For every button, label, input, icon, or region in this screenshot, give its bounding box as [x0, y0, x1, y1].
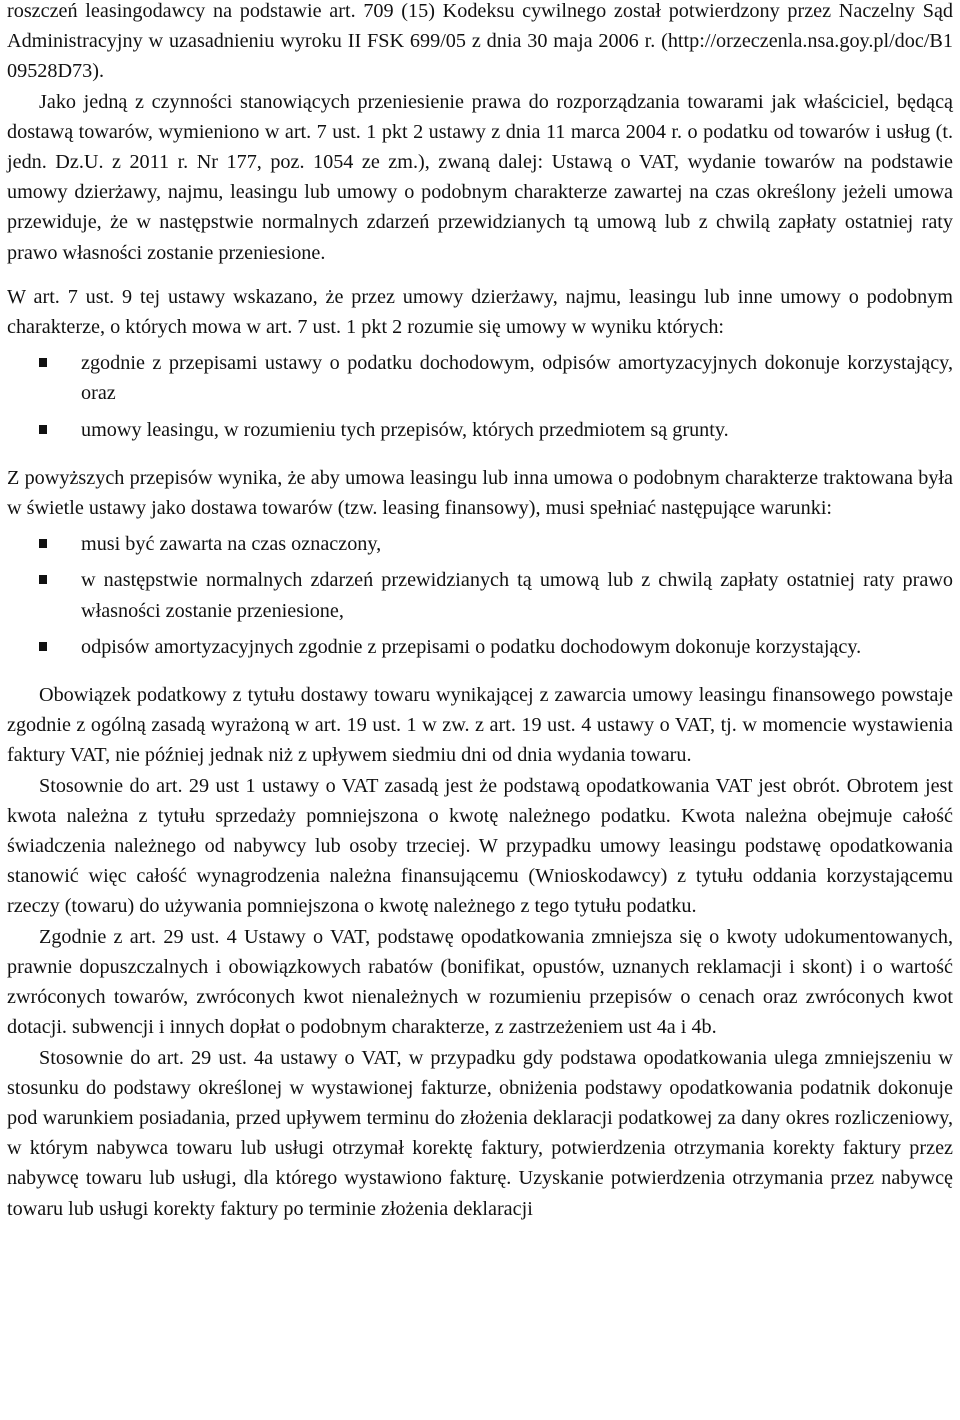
paragraph: Obowiązek podatkowy z tytułu dostawy towaru wynikającej z zawarcia umowy leasingu finansowego powstaje zgodnie z ogólną zasadą wyrażoną w art. 19 ust. 1 w zw. z art. 19 ust. 4 ustawy o VAT, tj. w momencie wystawienia faktury VAT, nie później jednak niż z upływem siedmiu dni od dnia wydania towaru.	[7, 684, 953, 767]
square-bullet-icon	[39, 425, 47, 434]
square-bullet-icon	[39, 642, 47, 651]
document-body	[7, 0, 953, 1224]
list-item: odpisów amortyzacyjnych zgodnie z przepisami o podatku dochodowym dokonuje korzystający.	[7, 632, 953, 662]
list-item: umowy leasingu, w rozumieniu tych przepisów, których przedmiotem są grunty.	[7, 415, 953, 445]
bullet-list	[7, 529, 953, 662]
list-item: zgodnie z przepisami ustawy o podatku dochodowym, odpisów amortyzacyjnych dokonuje korzystający, oraz	[7, 348, 953, 408]
paragraph: Z powyższych przepisów wynika, że aby umowa leasingu lub inna umowa o podobnym charakterze traktowana była w świetle ustawy jako dostawa towarów (tzw. leasing finansowy), musi spełniać następujące warunki:	[7, 466, 953, 520]
square-bullet-icon	[39, 358, 47, 367]
paragraph: Zgodnie z art. 29 ust. 4 Ustawy o VAT, podstawę opodatkowania zmniejsza się o kwoty udokumentowanych, prawnie dopuszczalnych i obowiązkowych rabatów (bonifikat, opustów, uznanych reklamacji i skont) i o wartość zwróconych towarów, zwróconych kwot nienależnych w rozumieniu przepisów o cenach oraz zwróconych kwot dotacji. subwencji i innych dopłat o podobnym charakterze, z zastrzeżeniem ust 4a i 4b.	[7, 925, 953, 1039]
list-item: w następstwie normalnych zdarzeń przewidzianych tą umową lub z chwilą zapłaty ostatniej raty prawo własności zostanie przeniesione,	[7, 565, 953, 625]
square-bullet-icon	[39, 539, 47, 548]
paragraph: Stosownie do art. 29 ust 1 ustawy o VAT zasadą jest że podstawą opodatkowania VAT jest obrót. Obrotem jest kwota należna z tytułu sprzedaży pomniejszona o kwotę należnego podatku. Kwota należna obejmuje całość świadczenia należnego od nabywcy lub osoby trzeciej. W przypadku umowy leasingu podstawę opodatkowania stanowić więc całość wynagrodzenia należna finansującemu (Wnioskodawcy) z tytułu oddania korzystającemu rzeczy (towaru) do używania pomniejszona o kwotę należnego z tego tytułu podatku.	[7, 774, 953, 918]
list-item: musi być zawarta na czas oznaczony,	[7, 529, 953, 559]
paragraph: Jako jedną z czynności stanowiących przeniesienie prawa do rozporządzania towarami jak właściciel, będącą dostawą towarów, wymieniono w art. 7 ust. 1 pkt 2 ustawy z dnia 11 marca 2004 r. o podatku od towarów i usług (t. jedn. Dz.U. z 2011 r. Nr 177, poz. 1054 ze zm.), zwaną dalej: Ustawą o VAT, wydanie towarów na podstawie umowy dzierżawy, najmu, leasingu lub umowy o podobnym charakterze zawartej na czas określony jeżeli umowa przewiduje, że w następstwie normalnych zdarzeń przewidzianych tą umową lub z chwilą zapłaty ostatniej raty prawo własności zostanie przeniesione.	[7, 90, 953, 264]
square-bullet-icon	[39, 575, 47, 584]
bullet-list	[7, 348, 953, 445]
paragraph: W art. 7 ust. 9 tej ustawy wskazano, że przez umowy dzierżawy, najmu, leasingu lub inne umowy o podobnym charakterze, o których mowa w art. 7 ust. 1 pkt 2 rozumie się umowy w wyniku których:	[7, 285, 953, 339]
paragraph: roszczeń leasingodawcy na podstawie art. 709 (15) Kodeksu cywilnego został potwierdzony przez Naczelny Sąd Administracyjny w uzasadnieniu wyroku II FSK 699/05 z dnia 30 maja 2006 r. (http://orzeczenla.nsa.goy.pl/doc/B1 09528D73).	[7, 0, 953, 83]
paragraph: Stosownie do art. 29 ust. 4a ustawy o VAT, w przypadku gdy podstawa opodatkowania ulega zmniejszeniu w stosunku do podstawy określonej w wystawionej fakturze, obniżenia podstawy opodatkowania podatnik dokonuje pod warunkiem posiadania, przed upływem terminu do złożenia deklaracji podatkowej za dany okres rozliczeniowy, w którym nabywca towaru lub usługi otrzymał korektę faktury, potwierdzenia otrzymania korekty faktury przez nabywcę towaru lub usługi, dla którego wystawiono fakturę. Uzyskanie potwierdzenia otrzymania przez nabywcę towaru lub usługi korekty faktury po terminie złożenia deklaracji	[7, 1046, 953, 1220]
